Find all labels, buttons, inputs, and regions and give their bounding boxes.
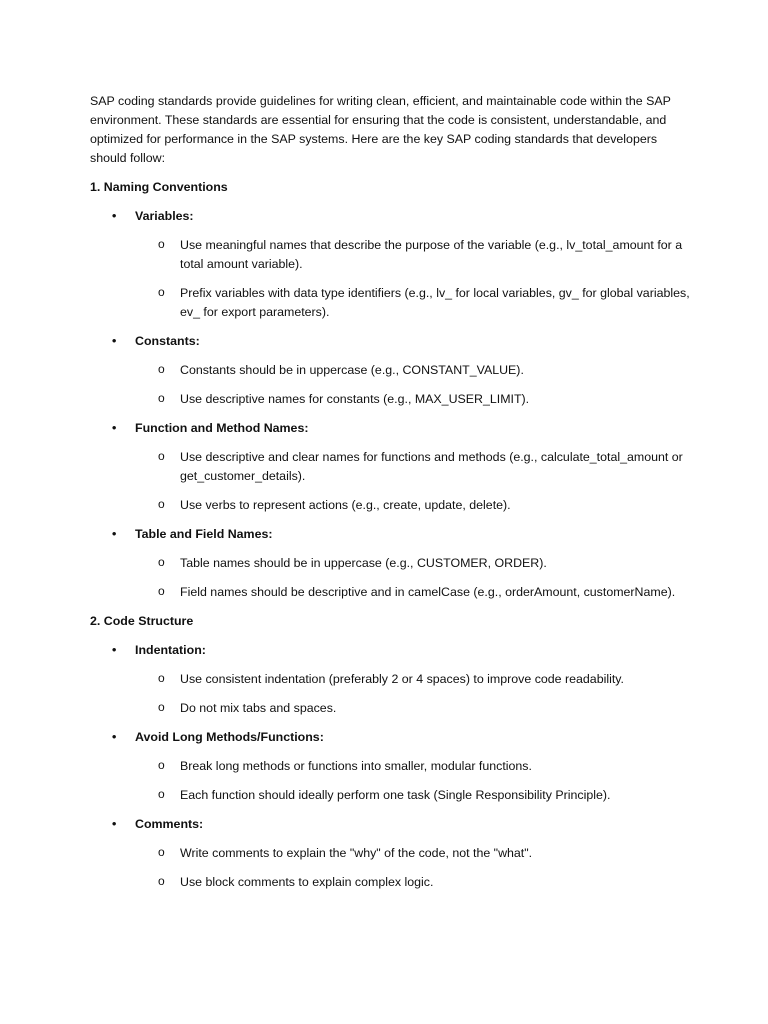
list-item-label: Variables: [135,209,194,223]
sub-list-item [90,786,690,805]
section-heading-naming-conventions: 1. Naming Conventions [90,180,228,194]
sub-list-item-text: Use descriptive and clear names for functions and methods (e.g., calculate_total_amount or get_customer_details). [180,450,683,483]
circle-bullet-icon: o [158,787,165,801]
sub-list-item [90,757,690,776]
circle-bullet-icon: o [158,874,165,888]
list-item-label: Comments: [135,817,204,831]
circle-bullet-icon: o [158,671,165,685]
sub-list-item-text: Write comments to explain the "why" of the code, not the "what". [180,846,533,860]
intro-paragraph: SAP coding standards provide guidelines for writing clean, efficient, and maintainable code within the SAP environment. These standards are essential for ensuring that the code is consistent, understandable, and optimized for performance in the SAP systems. Here are the key SAP coding standards that developers should follow: [90,94,671,165]
list-item-label: Function and Method Names: [135,421,309,435]
sub-list-item [90,284,690,322]
sub-list-item-text: Use verbs to represent actions (e.g., create, update, delete). [180,498,511,512]
sub-list-item [90,390,690,409]
circle-bullet-icon: o [158,758,165,772]
document-body [90,92,690,902]
bullet-icon: • [112,643,117,657]
list-item-indentation [90,641,690,660]
sub-list-item-text: Table names should be in uppercase (e.g., CUSTOMER, ORDER). [180,556,547,570]
list-item-table-field-names [90,525,690,544]
circle-bullet-icon: o [158,700,165,714]
bullet-icon: • [112,730,117,744]
sub-list-item [90,496,690,515]
sub-list-item [90,844,690,863]
sub-list-item [90,448,690,486]
circle-bullet-icon: o [158,497,165,511]
list-item-function-method-names [90,419,690,438]
sub-list-item [90,236,690,274]
sub-list-item-text: Use meaningful names that describe the purpose of the variable (e.g., lv_total_amount for a total amount variable). [180,238,683,271]
sub-list-item-text: Break long methods or functions into smaller, modular functions. [180,759,532,773]
sub-list-item [90,361,690,380]
circle-bullet-icon: o [158,391,165,405]
bullet-icon: • [112,209,117,223]
bullet-icon: • [112,421,117,435]
sub-list-item [90,699,690,718]
list-item-constants [90,332,690,351]
circle-bullet-icon: o [158,584,165,598]
bullet-icon: • [112,527,117,541]
bullet-icon: • [112,334,117,348]
sub-list-item-text: Each function should ideally perform one task (Single Responsibility Principle). [180,788,611,802]
sub-list-item [90,583,690,602]
circle-bullet-icon: o [158,555,165,569]
circle-bullet-icon: o [158,285,165,299]
list-item-label: Indentation: [135,643,206,657]
sub-list-item [90,873,690,892]
circle-bullet-icon: o [158,845,165,859]
circle-bullet-icon: o [158,449,165,463]
sub-list-item-text: Use block comments to explain complex logic. [180,875,434,889]
sub-list-item [90,670,690,689]
sub-list-item-text: Do not mix tabs and spaces. [180,701,337,715]
sub-list-item-text: Use descriptive names for constants (e.g., MAX_USER_LIMIT). [180,392,530,406]
list-item-avoid-long-methods [90,728,690,747]
bullet-icon: • [112,817,117,831]
section-heading-code-structure: 2. Code Structure [90,614,194,628]
circle-bullet-icon: o [158,362,165,376]
list-item-label: Table and Field Names: [135,527,273,541]
sub-list-item-text: Constants should be in uppercase (e.g., CONSTANT_VALUE). [180,363,524,377]
list-item-label: Avoid Long Methods/Functions: [135,730,324,744]
sub-list-item-text: Prefix variables with data type identifiers (e.g., lv_ for local variables, gv_ for global variables, ev_ for export parameters). [180,286,690,319]
sub-list-item [90,554,690,573]
list-item-comments [90,815,690,834]
sub-list-item-text: Field names should be descriptive and in camelCase (e.g., orderAmount, customerName). [180,585,676,599]
circle-bullet-icon: o [158,237,165,251]
list-item-label: Constants: [135,334,200,348]
list-item-variables [90,207,690,226]
sub-list-item-text: Use consistent indentation (preferably 2 or 4 spaces) to improve code readability. [180,672,624,686]
